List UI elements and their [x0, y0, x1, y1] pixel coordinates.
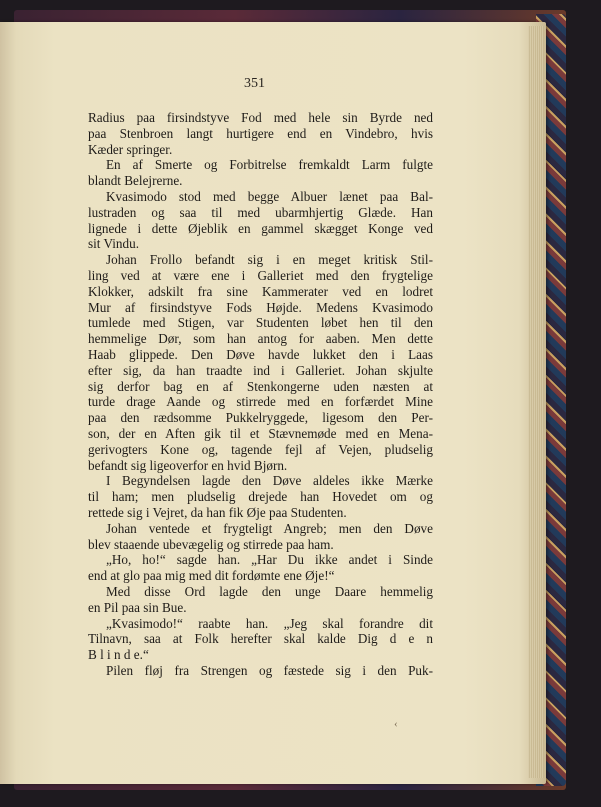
- text-line: blandt Belejrerne.: [88, 173, 183, 189]
- text-line: En af Smerte og Forbitrelse fremkaldt Larm fulgte: [106, 157, 433, 173]
- text-line: Klokker, adskilt fra sine Kammerater ved en lodret: [88, 283, 433, 299]
- text-line: Radius paa firsindstyve Fod med hele sin Byrde ned: [88, 110, 433, 125]
- text-line: turde drage Aande og stirrede med en forfærdet Mine: [88, 394, 433, 410]
- text-line: Mur af firsindstyve Fods Højde. Medens Kvasimodo: [88, 299, 433, 315]
- text-line: Johan Frollo befandt sig i en meget kritisk Stil-: [106, 252, 433, 268]
- text-line: lustraden og saa til med ubarmhjertig Glæde. Han: [88, 204, 433, 220]
- text-line: son, der en Aften gik til et Stævnemøde med en Mena-: [88, 425, 433, 441]
- text-line: Med disse Ord lagde den unge Daare hemmelig: [106, 583, 433, 599]
- text-line: Tilnavn, saa at Folk herefter skal kalde Dig d e n: [88, 631, 433, 647]
- text-line: tumlede med Stigen, var Studenten løbet hen til den: [88, 315, 433, 331]
- text-line: paa den rædsomme Pukkelryggede, ligesom den Per-: [88, 410, 433, 426]
- text-line: Haab glippede. Den Døve havde lukket den i Laas: [88, 346, 433, 362]
- text-line: Kæder springer.: [88, 141, 173, 157]
- text-line: paa Stenbroen langt hurtigere end en Vindebro, hvis: [88, 125, 433, 141]
- text-line: sig derfor bag en af Stenkongerne uden næsten at: [88, 378, 433, 394]
- text-line: Johan ventede et frygteligt Angreb; men den Døve: [106, 520, 433, 536]
- text-line: efter sig, da han traadte ind i Galleriet. Johan skjulte: [88, 362, 433, 378]
- text-line: befandt sig ligeoverfor en hvid Bjørn.: [88, 457, 288, 473]
- page-stack-edge: [528, 26, 544, 778]
- text-line: til ham; men pludselig drejede han Hovedet om og: [88, 489, 433, 505]
- page-number: 351: [244, 76, 265, 91]
- text-line: rettede sig i Vejret, da han fik Øje paa Studenten.: [88, 504, 347, 520]
- margin-mark: ‹: [394, 718, 398, 730]
- body-text: [88, 110, 433, 679]
- text-line: hemmelige Dør, som han antog for aaben. Men dette: [88, 331, 433, 347]
- text-line: gerivogters Kone og, tagende fejl af Vejen, pludselig: [88, 441, 433, 457]
- text-line: „Kvasimodo!“ raabte han. „Jeg skal forandre dit: [106, 615, 433, 631]
- text-line: „Ho, ho!“ sagde han. „Har Du ikke andet i Sinde: [106, 552, 433, 568]
- text-line: Pilen fløj fra Strengen og fæstede sig i den Puk-: [106, 662, 433, 678]
- text-line: end at glo paa mig med dit fordømte ene Øje!“: [88, 568, 335, 584]
- text-line: I Begyndelsen lagde den Døve aldeles ikke Mærke: [106, 473, 433, 489]
- text-line: lignede i dette Øjeblik en gammel skægget Konge ved: [88, 220, 433, 236]
- text-line: blev staaende ubevægelig og stirrede paa ham.: [88, 536, 334, 552]
- text-line: ling ved at være ene i Galleriet med den frygtelige: [88, 267, 433, 283]
- text-line: en Pil paa sin Bue.: [88, 599, 187, 615]
- text-line: Kvasimodo stod med begge Albuer lænet paa Bal-: [106, 188, 433, 204]
- text-line: sit Vindu.: [88, 236, 139, 252]
- text-line: B l i n d e.“: [88, 647, 149, 663]
